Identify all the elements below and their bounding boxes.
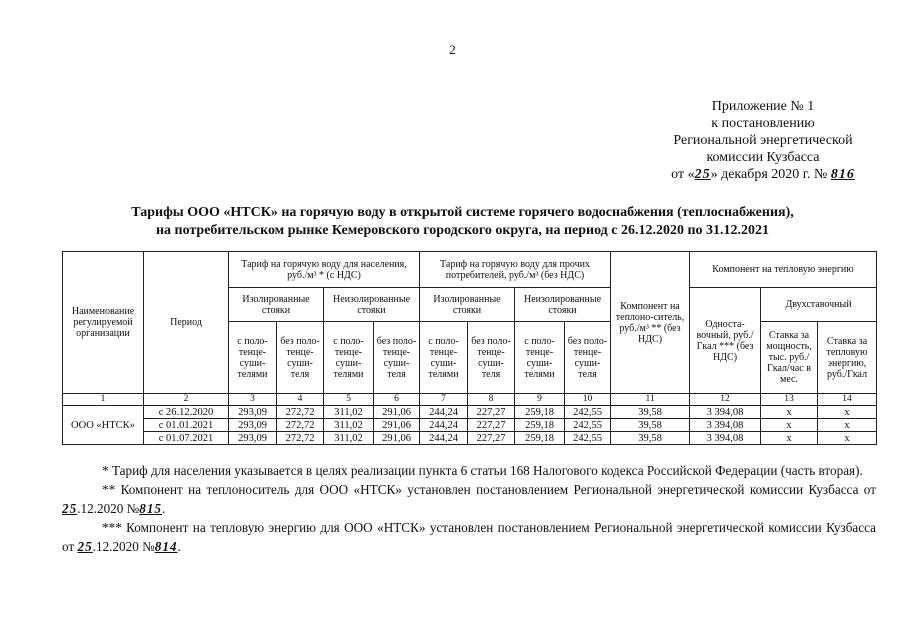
header-period: Период	[144, 252, 229, 394]
handwritten-day: 25	[62, 501, 78, 516]
table-cell: 259,18	[515, 432, 565, 445]
header-with-towel-dryer: с поло-тенце-суши-телями	[324, 322, 374, 394]
header-with-towel-dryer: с поло-тенце-суши-телями	[515, 322, 565, 394]
tariff-table	[62, 251, 877, 445]
table-cell: х	[761, 406, 818, 419]
table-cell: х	[761, 432, 818, 445]
footnote-text: ** Компонент на теплоноситель для ООО «НТСК» установлен постановлением Региональной энергетической комиссии Кузбасса от	[102, 482, 876, 497]
table-cell: 293,09	[229, 419, 277, 432]
table-cell: 3 394,08	[690, 406, 761, 419]
table-row	[63, 419, 877, 432]
table-cell: х	[818, 406, 877, 419]
footnote-text: .12.2020 №	[77, 501, 140, 516]
column-number: 12	[690, 394, 761, 406]
page-number: 2	[449, 42, 456, 57]
appendix-date	[648, 166, 878, 183]
appendix-line: комиссии Кузбасса	[706, 150, 820, 165]
table-cell: 311,02	[324, 406, 374, 419]
table-cell: 3 394,08	[690, 419, 761, 432]
handwritten-number: 814	[154, 539, 178, 554]
table-cell: 39,58	[611, 419, 690, 432]
table-cell: 242,55	[565, 406, 611, 419]
header-double-rate: Двухставочный	[761, 288, 877, 322]
footnote-text: .	[162, 501, 166, 516]
table-cell: 291,06	[374, 406, 420, 419]
handwritten-day: 25	[77, 539, 93, 554]
header-energy-component: Компонент на тепловую энергию	[690, 252, 877, 288]
table-cell: х	[818, 432, 877, 445]
table-cell: 244,24	[420, 432, 468, 445]
org-name-cell: ООО «НТСК»	[63, 406, 144, 445]
column-number: 11	[611, 394, 690, 406]
table-cell: 293,09	[229, 432, 277, 445]
column-number: 6	[374, 394, 420, 406]
header-non-isolated: Неизолированные стояки	[515, 288, 611, 322]
handwritten-day: 25	[694, 167, 711, 182]
table-cell: 39,58	[611, 432, 690, 445]
header-single-rate: Односта-вочный, руб./Гкал *** (без НДС)	[690, 288, 761, 394]
table-cell: 227,27	[468, 406, 515, 419]
header-isolated: Изолированные стояки	[229, 288, 324, 322]
header-without-towel-dryer: без поло-тенце-суши-теля	[468, 322, 515, 394]
table-cell: 272,72	[277, 419, 324, 432]
column-number: 10	[565, 394, 611, 406]
column-number: 2	[144, 394, 229, 406]
header-population-tariff: Тариф на горячую воду для населения, руб./м³ * (с НДС)	[229, 252, 420, 288]
header-with-towel-dryer: с поло-тенце-суши-телями	[229, 322, 277, 394]
footnote-energy	[62, 518, 876, 556]
document-title	[40, 204, 885, 240]
column-number: 8	[468, 394, 515, 406]
table-cell: 272,72	[277, 432, 324, 445]
header-other-tariff: Тариф на горячую воду для прочих потребителей, руб./м³ (без НДС)	[420, 252, 611, 288]
column-number: 9	[515, 394, 565, 406]
table-row	[63, 432, 877, 445]
header-without-towel-dryer: без поло-тенце-суши-теля	[277, 322, 324, 394]
table-cell: 244,24	[420, 406, 468, 419]
period-cell: с 01.01.2021	[144, 419, 229, 432]
appendix-title: Приложение № 1	[711, 99, 815, 114]
table-cell: 291,06	[374, 432, 420, 445]
table-cell: 39,58	[611, 406, 690, 419]
footnote-text: .12.2020 №	[92, 539, 155, 554]
footnote-population: * Тариф для населения указывается в целях реализации пункта 6 статьи 168 Налогового кодекса Российской Федерации (часть вторая).	[102, 463, 863, 478]
title-line: Тарифы ООО «НТСК» на горячую воду в открытой системе горячего водоснабжения (теплоснабжения),	[131, 205, 794, 220]
footnotes	[62, 461, 876, 556]
column-number: 3	[229, 394, 277, 406]
column-number: 7	[420, 394, 468, 406]
table-cell: 3 394,08	[690, 432, 761, 445]
date-prefix: от «	[671, 167, 695, 182]
header-carrier-component: Компонент на теплоно-ситель, руб./м³ ** (без НДС)	[611, 252, 690, 394]
column-number: 14	[818, 394, 877, 406]
table-cell: 259,18	[515, 406, 565, 419]
column-number: 4	[277, 394, 324, 406]
date-suffix: » декабря 2020 г. №	[710, 167, 831, 182]
table-cell: 311,02	[324, 419, 374, 432]
appendix-line: Региональной энергетической	[673, 133, 853, 148]
table-cell: 259,18	[515, 419, 565, 432]
footnote-text: .	[177, 539, 181, 554]
column-number: 13	[761, 394, 818, 406]
handwritten-number: 816	[830, 167, 855, 182]
table-cell: 244,24	[420, 419, 468, 432]
appendix-line: к постановлению	[711, 116, 815, 131]
table-cell: 311,02	[324, 432, 374, 445]
table-cell: 227,27	[468, 432, 515, 445]
table-cell: 293,09	[229, 406, 277, 419]
header-isolated: Изолированные стояки	[420, 288, 515, 322]
table-cell: 242,55	[565, 419, 611, 432]
appendix-block	[648, 98, 878, 183]
column-number-row	[63, 394, 877, 406]
handwritten-number: 815	[139, 501, 163, 516]
table-cell: х	[761, 419, 818, 432]
table-cell: х	[818, 419, 877, 432]
title-line: на потребительском рынке Кемеровского городского округа, на период с 26.12.2020 по 31.12.2021	[155, 223, 770, 238]
period-cell: с 01.07.2021	[144, 432, 229, 445]
table-cell: 242,55	[565, 432, 611, 445]
table-cell: 227,27	[468, 419, 515, 432]
footnote-text: *** Компонент на тепловую энергию для ООО «НТСК» установлен постановлением Региональной энергетической комиссии Кузбасса от	[62, 520, 876, 554]
header-power-rate: Ставка за мощность, тыс. руб./Гкал/час в мес.	[761, 322, 818, 394]
header-without-towel-dryer: без поло-тенце-суши-теля	[565, 322, 611, 394]
table-row	[63, 406, 877, 419]
header-without-towel-dryer: без поло-тенце-суши-теля	[374, 322, 420, 394]
header-org: Наименование регулируемой организации	[63, 252, 144, 394]
column-number: 5	[324, 394, 374, 406]
footnote-carrier	[62, 480, 876, 518]
table-cell: 272,72	[277, 406, 324, 419]
header-energy-rate: Ставка за тепловую энергию, руб./Гкал	[818, 322, 877, 394]
column-number: 1	[63, 394, 144, 406]
header-with-towel-dryer: с поло-тенце-суши-телями	[420, 322, 468, 394]
period-cell: с 26.12.2020	[144, 406, 229, 419]
header-non-isolated: Неизолированные стояки	[324, 288, 420, 322]
table-cell: 291,06	[374, 419, 420, 432]
